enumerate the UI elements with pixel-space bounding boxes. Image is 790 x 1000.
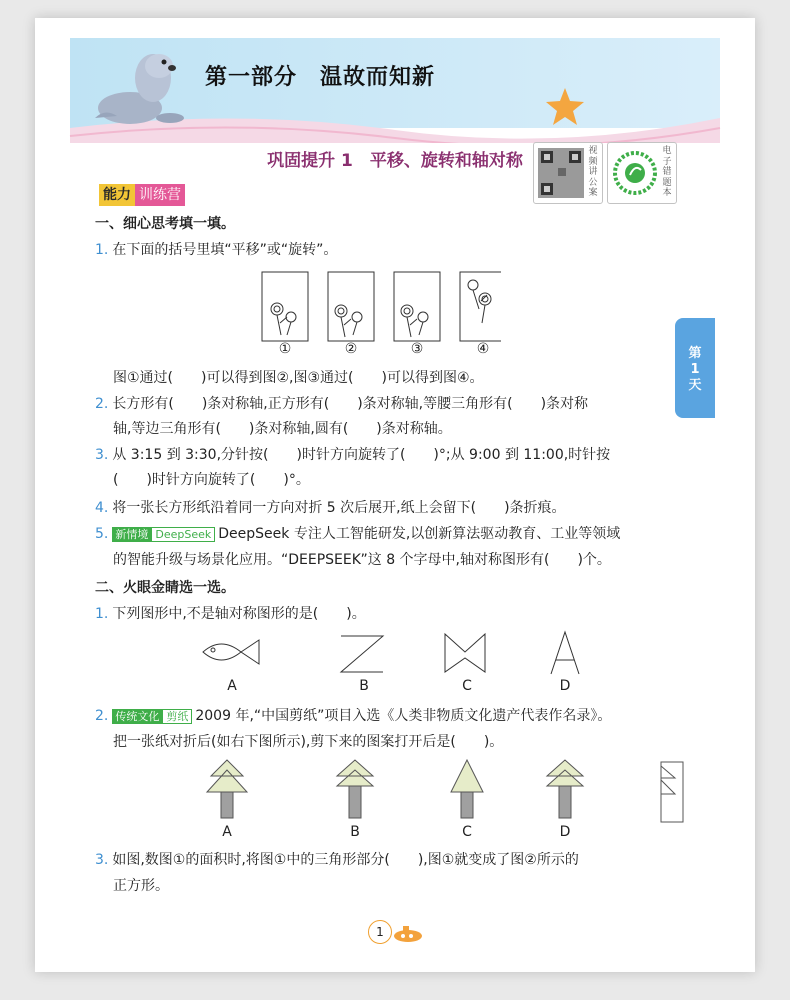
q1-3 bbox=[95, 445, 610, 465]
flower-card-4 bbox=[460, 272, 501, 341]
page-number: 1 bbox=[368, 920, 392, 944]
qr-label: 电子错题本 bbox=[662, 146, 672, 198]
flower-card-3 bbox=[394, 272, 440, 341]
question-number: 2. bbox=[95, 396, 109, 412]
page-title: 第一部分 温故而知新 bbox=[205, 65, 436, 90]
tag-new-context: 新情境 bbox=[112, 527, 151, 542]
day-tab[interactable] bbox=[675, 318, 715, 418]
mistakes-qr-code[interactable] bbox=[607, 142, 677, 204]
flower-figures bbox=[261, 271, 501, 343]
q1-5-cont: 的智能升级与场景化应用。“DEEPSEEK”这 8 个字母中,轴对称图形有( )个。 bbox=[113, 552, 611, 568]
tag-traditional-culture: 传统文化 bbox=[112, 709, 162, 724]
day-tab-label: 第 bbox=[688, 346, 702, 361]
question-text: 从 3:15 到 3:30,分针按( )时针方向旋转了( )°;从 9:00 到 11:00,时针按 bbox=[112, 447, 611, 463]
flower-card-2 bbox=[328, 272, 374, 341]
video-qr-code[interactable] bbox=[533, 142, 603, 204]
submarine-icon bbox=[391, 924, 425, 944]
figure-label: ② bbox=[344, 341, 358, 357]
question-number: 1. bbox=[95, 242, 109, 258]
question-text: 2009 年,“中国剪纸”项目入选《人类非物质文化遗产代表作名录》。 bbox=[195, 708, 612, 724]
paper-cut-options-figure bbox=[195, 758, 685, 824]
folded-paper-icon bbox=[661, 762, 683, 822]
question-text: 如图,数图①的面积时,将图①中的三角形部分( ),图①就变成了图②所示的 bbox=[112, 852, 579, 868]
option-label: C bbox=[462, 824, 472, 840]
question-number: 3. bbox=[95, 852, 109, 868]
bowtie-shape-icon bbox=[445, 634, 485, 672]
option-label: B bbox=[350, 824, 360, 840]
question-text: 长方形有( )条对称轴,正方形有( )条对称轴,等腰三角形有( )条对称 bbox=[112, 396, 589, 412]
q1-4 bbox=[95, 498, 566, 518]
question-text: DeepSeek 专注人工智能研发,以创新算法驱动教育、工业等领域 bbox=[218, 526, 621, 542]
q1-2 bbox=[95, 394, 588, 414]
qr-code-icon bbox=[612, 148, 658, 198]
z-shape-icon bbox=[341, 636, 383, 672]
q2-2 bbox=[95, 706, 611, 726]
figure-label: ④ bbox=[476, 341, 490, 357]
option-label: D bbox=[559, 678, 571, 694]
question-text: 在下面的括号里填“平移”或“旋转”。 bbox=[112, 242, 338, 258]
figure-label: ① bbox=[278, 341, 292, 357]
qr-label: 视频讲公案 bbox=[588, 146, 598, 198]
q2-1 bbox=[95, 604, 366, 624]
section2-heading: 二、火眼金睛选一选。 bbox=[95, 580, 235, 596]
q2-3 bbox=[95, 850, 579, 870]
section1-heading: 一、细心思考填一填。 bbox=[95, 216, 235, 232]
option-label: A bbox=[222, 824, 232, 840]
question-number: 2. bbox=[95, 708, 109, 724]
day-tab-unit: 天 bbox=[688, 378, 702, 393]
lesson-title: 巩固提升 1 平移、旋转和轴对称 bbox=[267, 151, 523, 171]
qr-code-icon bbox=[538, 148, 584, 198]
question-text: 将一张长方形纸沿着同一方向对折 5 次后展开,纸上会留下( )条折痕。 bbox=[112, 500, 566, 516]
question-number: 5. bbox=[95, 526, 109, 542]
q1-5 bbox=[95, 524, 620, 544]
badge-training: 训练营 bbox=[135, 184, 185, 206]
option-label: A bbox=[227, 678, 237, 694]
ability-training-badge bbox=[99, 184, 185, 206]
question-number: 3. bbox=[95, 447, 109, 463]
option-label: C bbox=[462, 678, 472, 694]
q1-1-answer-line: 图①通过( )可以得到图②,图③通过( )可以得到图④。 bbox=[113, 370, 484, 386]
q1-3-cont: ( )时针方向旋转了( )°。 bbox=[113, 472, 310, 488]
q1-1 bbox=[95, 240, 337, 260]
q2-2-cont: 把一张纸对折后(如右下图所示),剪下来的图案打开后是( )。 bbox=[113, 734, 504, 750]
question-number: 4. bbox=[95, 500, 109, 516]
option-label: B bbox=[359, 678, 369, 694]
tag-paper-cutting: 剪纸 bbox=[162, 709, 192, 724]
flower-card-1 bbox=[262, 272, 308, 341]
symmetry-options-figure bbox=[195, 630, 595, 676]
tree-option-a bbox=[207, 760, 247, 818]
worksheet-page bbox=[35, 18, 755, 972]
tag-deepseek: DeepSeek bbox=[151, 527, 215, 542]
question-number: 1. bbox=[95, 606, 109, 622]
tree-option-b bbox=[337, 760, 373, 818]
q1-2-cont: 轴,等边三角形有( )条对称轴,圆有( )条对称轴。 bbox=[113, 421, 452, 437]
tree-option-c bbox=[451, 760, 483, 818]
figure-label: ③ bbox=[410, 341, 424, 357]
fish-shape-icon bbox=[203, 640, 259, 664]
tree-option-d bbox=[547, 760, 583, 818]
day-tab-number: 1 bbox=[690, 362, 700, 377]
badge-ability: 能力 bbox=[99, 184, 135, 206]
q2-3-cont: 正方形。 bbox=[113, 878, 169, 894]
question-text: 下列图形中,不是轴对称图形的是( )。 bbox=[112, 606, 366, 622]
option-label: D bbox=[559, 824, 571, 840]
a-shape-icon bbox=[551, 632, 579, 674]
